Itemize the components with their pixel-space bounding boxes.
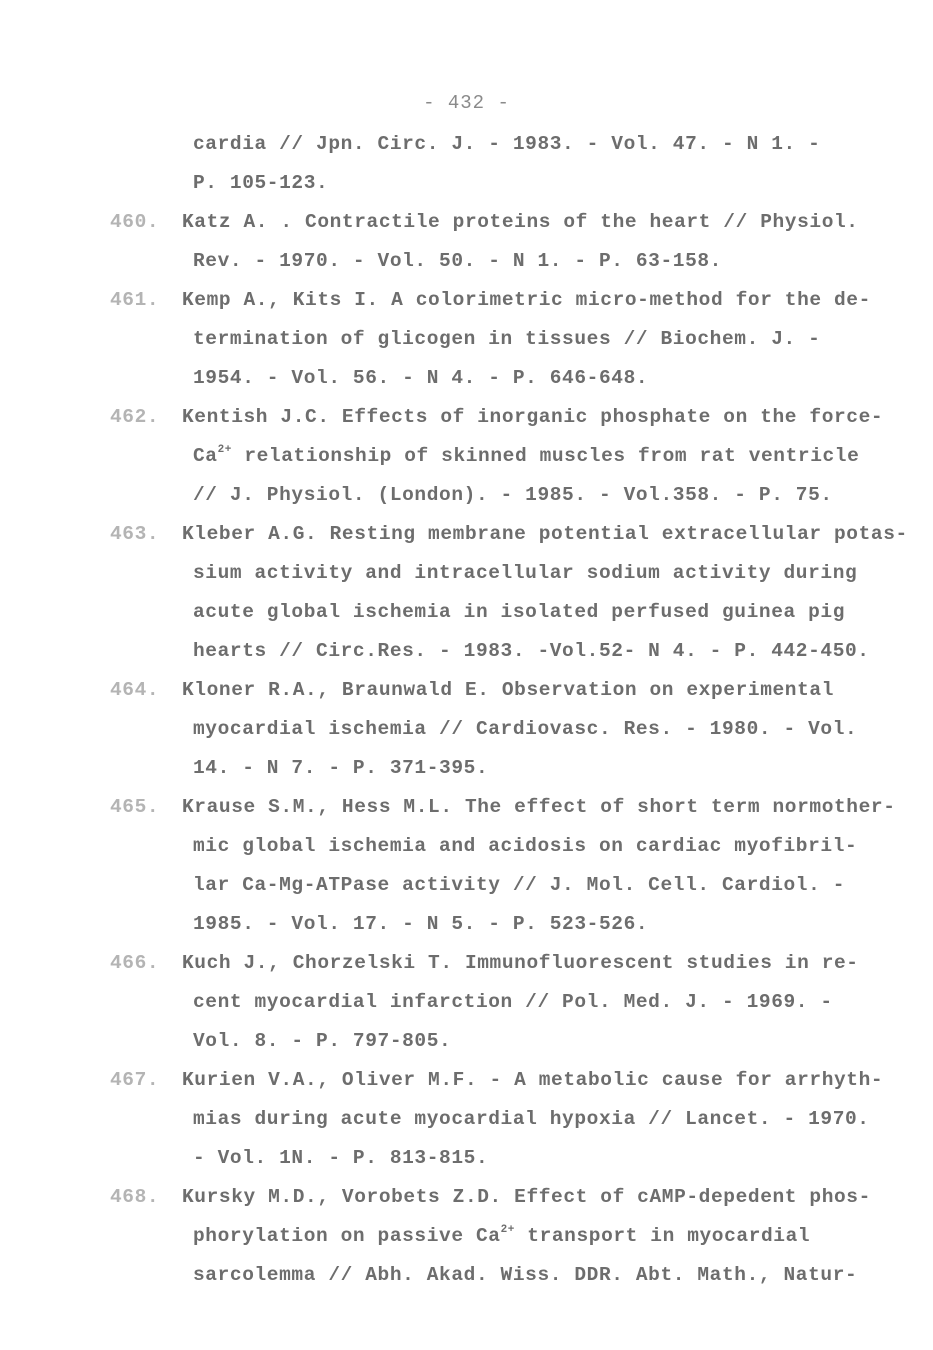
reference-entry-line: P. 105-123. [193, 172, 329, 194]
reference-entry-line: 1985. - Vol. 17. - N 5. - P. 523-526. [193, 913, 649, 935]
reference-entry-line: acute global ischemia in isolated perfused guinea pig [193, 601, 846, 623]
reference-entry-line: sium activity and intracellular sodium activity during [193, 562, 858, 584]
reference-entry-line: sarcolemma // Abh. Akad. Wiss. DDR. Abt. Math., Natur- [193, 1264, 858, 1286]
reference-entry-start: Kuch J., Chorzelski T. Immunofluorescent studies in re- [182, 952, 859, 974]
reference-entry-line: cent myocardial infarction // Pol. Med. J. - 1969. - [193, 991, 833, 1013]
reference-number: 460. [110, 211, 160, 233]
reference-entry-line: Vol. 8. - P. 797-805. [193, 1030, 452, 1052]
reference-entry-line: Rev. - 1970. - Vol. 50. - N 1. - P. 63-158. [193, 250, 722, 272]
reference-entry-line: phorylation on passive $Ca^{2+}$ transport in myocardial [193, 1223, 811, 1247]
reference-number: 462. [110, 406, 160, 428]
reference-entry-line: 14. - N 7. - P. 371-395. [193, 757, 489, 779]
reference-entry-start: Krause S.M., Hess M.L. The effect of short term normother- [182, 796, 896, 818]
reference-entry-start: Kurien V.A., Oliver M.F. - A metabolic cause for arrhyth- [182, 1069, 884, 1091]
superscript: 2+ [217, 443, 233, 456]
reference-entry-start: Kursky M.D., Vorobets Z.D. Effect of cAMP-depedent phos- [182, 1186, 871, 1208]
page-number: - 432 - [423, 92, 510, 114]
reference-entry-start: Kloner R.A., Braunwald E. Observation on experimental [182, 679, 835, 701]
reference-number: 465. [110, 796, 160, 818]
reference-entry-line: $Ca^{2+}$ relationship of skinned muscles from rat ventricle [193, 443, 860, 467]
reference-entry-line: mias during acute myocardial hypoxia // Lancet. - 1970. [193, 1108, 870, 1130]
reference-number: 461. [110, 289, 160, 311]
reference-entry-line: termination of glicogen in tissues // Biochem. J. - [193, 328, 821, 350]
reference-entry-line: mic global ischemia and acidosis on cardiac myofibril- [193, 835, 858, 857]
reference-entry-line: // J. Physiol. (London). - 1985. - Vol.358. - P. 75. [193, 484, 833, 506]
reference-entry-line: myocardial ischemia // Cardiovasc. Res. - 1980. - Vol. [193, 718, 858, 740]
superscript: 2+ [500, 1223, 515, 1236]
reference-number: 463. [110, 523, 160, 545]
reference-entry-start: Kemp A., Kits I. A colorimetric micro-method for the de- [182, 289, 871, 311]
reference-entry-start: Kleber A.G. Resting membrane potential extracellular potas- [182, 523, 908, 545]
reference-entry-start: Kentish J.C. Effects of inorganic phosphate on the force- [182, 406, 884, 428]
reference-number: 466. [110, 952, 160, 974]
reference-entry-line: hearts // Circ.Res. - 1983. -Vol.52- N 4. - P. 442-450. [193, 640, 870, 662]
reference-number: 468. [110, 1186, 160, 1208]
reference-entry-line: cardia // Jpn. Circ. J. - 1983. - Vol. 47. - N 1. - [193, 133, 821, 155]
reference-entry-line: 1954. - Vol. 56. - N 4. - P. 646-648. [193, 367, 649, 389]
reference-entry-line: lar Ca-Mg-ATPase activity // J. Mol. Cell. Cardiol. - [193, 874, 846, 896]
reference-number: 467. [110, 1069, 160, 1091]
reference-entry-start: Katz A. . Contractile proteins of the heart // Physiol. [182, 211, 859, 233]
reference-entry-line: - Vol. 1N. - P. 813-815. [193, 1147, 489, 1169]
reference-number: 464. [110, 679, 160, 701]
